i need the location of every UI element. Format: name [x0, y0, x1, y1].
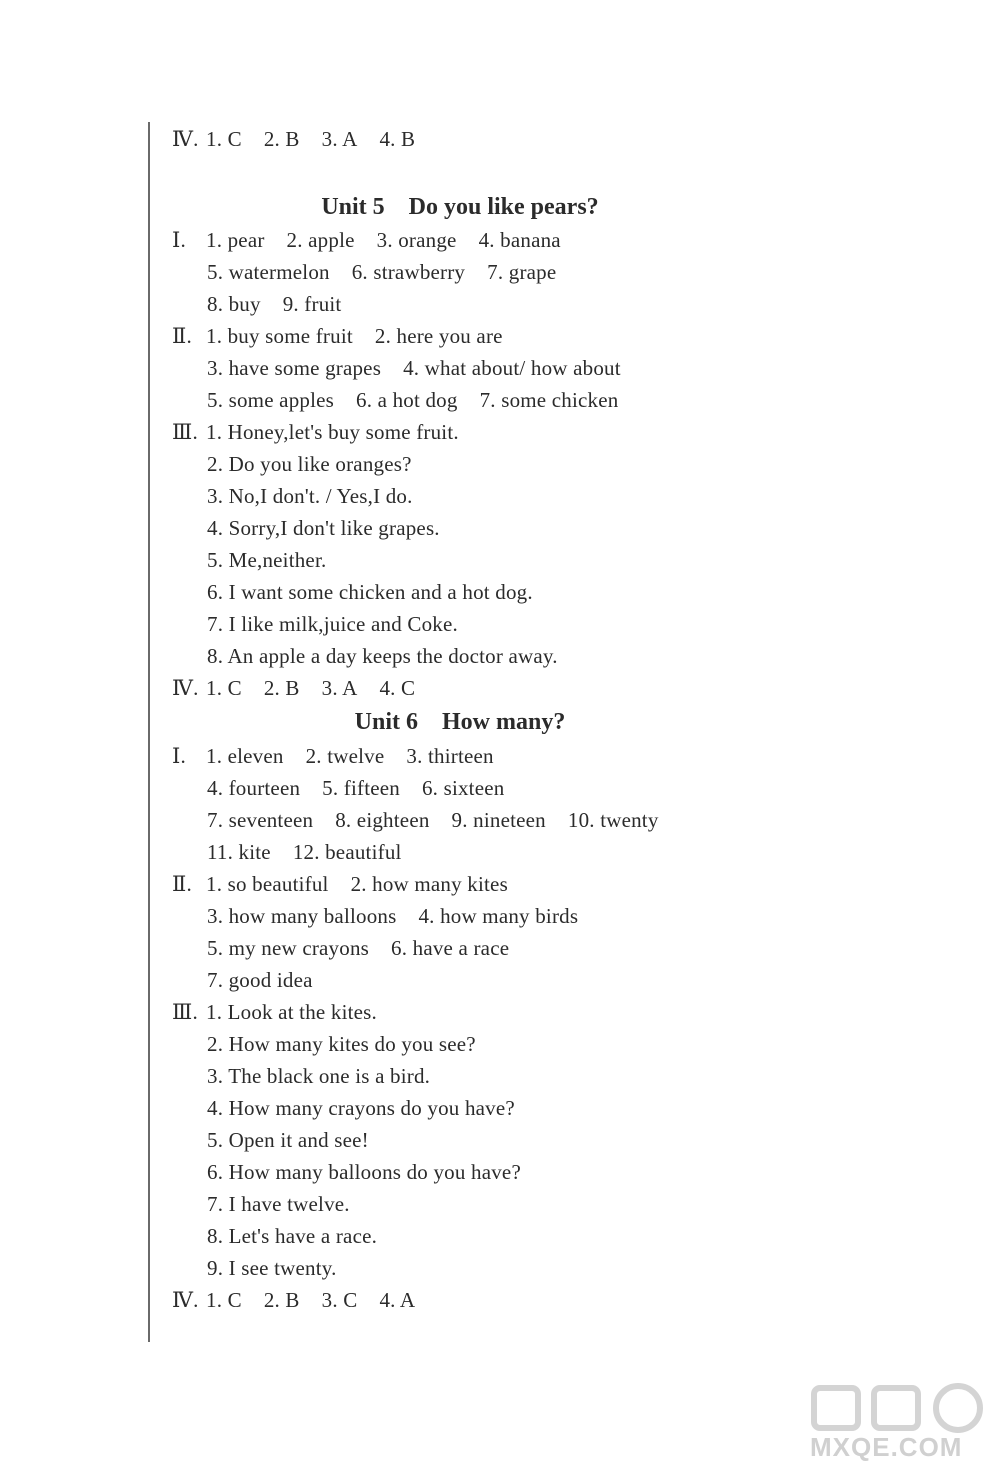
answer-item: 5. my new crayons — [207, 936, 370, 960]
answer-row — [207, 515, 440, 541]
answer-row — [207, 579, 533, 605]
section-numeral: Ⅳ. — [172, 127, 199, 151]
answer-item: 3. C — [321, 1288, 358, 1312]
section-numeral: Ⅲ. — [172, 1000, 198, 1024]
answer-item: 12. beautiful — [292, 840, 402, 864]
answer-item: 7. good idea — [207, 968, 313, 992]
answer-item: 4. how many birds — [418, 904, 579, 928]
answer-item: 4. what about/ how about — [403, 356, 621, 380]
unit-heading: Unit 5 Do you like pears? — [321, 194, 599, 220]
answer-item: 3. No,I don't. / Yes,I do. — [207, 484, 413, 508]
answer-row — [207, 483, 413, 509]
answer-item: 1. C — [206, 127, 242, 151]
answer-row — [172, 743, 494, 769]
answer-item: 4. banana — [478, 228, 561, 252]
answer-item: 6. How many balloons do you have? — [207, 1160, 521, 1184]
answer-row — [207, 967, 313, 993]
answer-item: 6. a hot dog — [356, 388, 458, 412]
answer-item: 6. I want some chicken and a hot dog. — [207, 580, 533, 604]
answer-row — [207, 1191, 350, 1217]
answer-item: 2. apple — [286, 228, 355, 252]
answer-item: 1. C — [206, 1288, 242, 1312]
answer-item: 2. twelve — [305, 744, 385, 768]
answer-item: 4. B — [379, 127, 416, 151]
answer-item: 8. buy — [207, 292, 261, 316]
answer-item: 4. fourteen — [207, 776, 301, 800]
answer-item: 2. Do you like oranges? — [207, 452, 412, 476]
answer-item: 4. A — [379, 1288, 416, 1312]
answer-row — [172, 1287, 415, 1313]
answer-item: 3. A — [321, 127, 358, 151]
answer-row — [172, 227, 561, 253]
answer-item: 7. grape — [487, 260, 557, 284]
answer-item: 5. Open it and see! — [207, 1128, 369, 1152]
answer-item: 2. here you are — [374, 324, 503, 348]
answer-row — [207, 1127, 369, 1153]
answer-row — [207, 1159, 521, 1185]
answer-row — [207, 1031, 476, 1057]
answer-item: 2. how many kites — [350, 872, 508, 896]
answer-item: 2. B — [263, 127, 300, 151]
answer-row — [207, 611, 458, 637]
answer-item: 7. seventeen — [207, 808, 314, 832]
answer-item: 4. How many crayons do you have? — [207, 1096, 515, 1120]
answer-item: 1. eleven — [206, 744, 284, 768]
answer-row — [207, 355, 621, 381]
answer-row — [207, 935, 509, 961]
answer-row — [172, 871, 508, 897]
answer-row — [172, 323, 503, 349]
site-watermark — [800, 1378, 1000, 1471]
answer-row — [172, 999, 377, 1025]
section-numeral: Ⅲ. — [172, 420, 198, 444]
answer-row — [207, 775, 504, 801]
watermark-logo-icon — [800, 1378, 1000, 1438]
answer-item: 6. sixteen — [421, 776, 505, 800]
answer-item: 9. nineteen — [451, 808, 546, 832]
answer-row — [207, 451, 412, 477]
answer-row — [207, 259, 556, 285]
answer-item: 3. orange — [376, 228, 457, 252]
answer-item: 1. Look at the kites. — [206, 1000, 378, 1024]
section-numeral: Ⅰ. — [172, 228, 186, 252]
answer-row — [207, 1255, 337, 1281]
section-numeral: Ⅱ. — [172, 872, 192, 896]
answer-item: 7. I have twelve. — [207, 1192, 350, 1216]
answer-row — [207, 547, 326, 573]
answer-item: 1. buy some fruit — [206, 324, 353, 348]
answer-item: 11. kite — [207, 840, 271, 864]
answer-item: 3. have some grapes — [207, 356, 382, 380]
answer-item: 7. I like milk,juice and Coke. — [207, 612, 458, 636]
answer-row — [207, 1063, 430, 1089]
answer-item: 5. fifteen — [322, 776, 400, 800]
unit-heading: Unit 6 How many? — [354, 709, 566, 735]
section-numeral: Ⅳ. — [172, 676, 199, 700]
answer-item: 2. B — [263, 676, 300, 700]
answer-item: 1. pear — [206, 228, 265, 252]
answer-row — [207, 1095, 515, 1121]
answer-row — [172, 419, 459, 445]
answer-item: 4. Sorry,I don't like grapes. — [207, 516, 440, 540]
answer-item: 3. thirteen — [406, 744, 494, 768]
answer-row — [172, 126, 415, 152]
answer-item: 5. Me,neither. — [207, 548, 327, 572]
answer-item: 3. how many balloons — [207, 904, 397, 928]
answer-row — [207, 839, 402, 865]
watermark-text: MXQE.COM — [810, 1432, 963, 1462]
answer-row — [207, 387, 618, 413]
section-numeral: Ⅰ. — [172, 744, 186, 768]
answer-item: 1. C — [206, 676, 242, 700]
answer-row — [207, 643, 558, 669]
answer-row — [207, 291, 341, 317]
answer-item: 2. How many kites do you see? — [207, 1032, 476, 1056]
answer-item: 1. Honey,let's buy some fruit. — [206, 420, 459, 444]
answer-row — [207, 903, 578, 929]
answer-row — [207, 1223, 377, 1249]
answer-row — [207, 807, 659, 833]
answer-item: 5. some apples — [207, 388, 335, 412]
answer-row — [172, 675, 415, 701]
answer-item: 10. twenty — [567, 808, 659, 832]
answer-item: 3. The black one is a bird. — [207, 1064, 431, 1088]
answer-item: 9. I see twenty. — [207, 1256, 337, 1280]
answer-item: 3. A — [321, 676, 358, 700]
answer-item: 6. strawberry — [351, 260, 466, 284]
answer-item: 9. fruit — [282, 292, 342, 316]
answer-item: 1. so beautiful — [206, 872, 329, 896]
answer-item: 8. eighteen — [335, 808, 430, 832]
answer-item: 6. have a race — [391, 936, 510, 960]
section-numeral: Ⅳ. — [172, 1288, 199, 1312]
answer-item: 7. some chicken — [479, 388, 619, 412]
answer-item: 4. C — [379, 676, 416, 700]
answer-item: 2. B — [263, 1288, 300, 1312]
section-numeral: Ⅱ. — [172, 324, 192, 348]
answer-item: 5. watermelon — [207, 260, 330, 284]
answer-item: 8. An apple a day keeps the doctor away. — [207, 644, 558, 668]
answer-item: 8. Let's have a race. — [207, 1224, 378, 1248]
